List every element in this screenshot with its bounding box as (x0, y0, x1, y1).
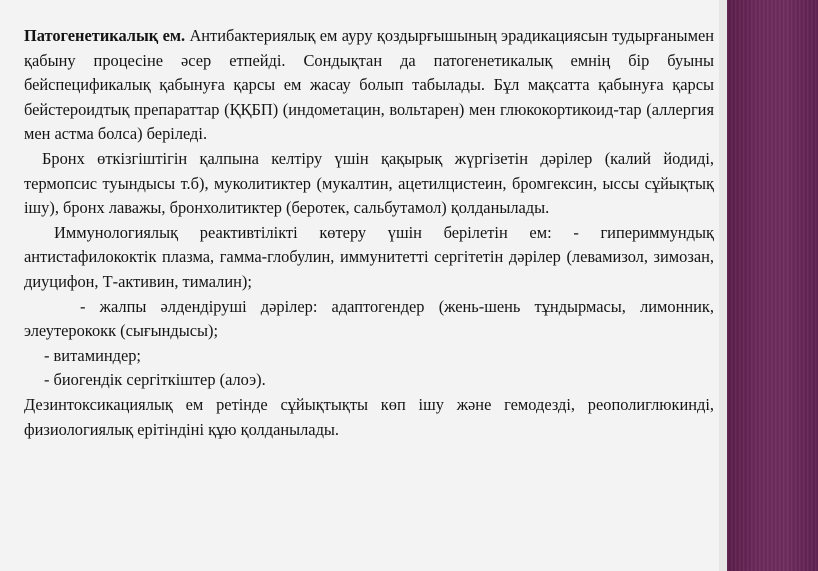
paragraph-detoxification: Дезинтоксикациялық ем ретінде сұйықтықты көп ішу және гемодезді, реополиглюкинді, физиологиялық ерітіндіні құю қолданылады. (24, 394, 714, 439)
sidebar-edge (719, 0, 727, 571)
paragraph-lead-bold: Патогенетикалық ем. (24, 26, 186, 45)
paragraph-pathogenetic-therapy (24, 24, 714, 147)
paragraph-vitamins: - витаминдер; (44, 345, 141, 365)
paragraph-text: Антибактериялық ем ауру қоздырғышының эрадикациясын тудырғанымен қабыну процесіне әсер етпейді. Сондықтан да патогенетикалық емнің бір буыны бейспецификалық қабынуға қарсы ем жасау болып табылады. Бұл мақсатта қабынуға қарсы бейстероидтық препараттар (ҚҚБП) (индометацин, вольтарен) мен глюкокортикоид-тар (аллергия мен астма болса) беріледі. (24, 26, 714, 144)
text-body (24, 24, 714, 442)
paragraph-general-tonics: - жалпы әлдендіруші дәрілер: адаптогендер (жень-шень тұндырмасы, лимонник, элеутерококк (сығындысы); (24, 296, 714, 341)
paragraph-biogenic-stimulants: - биогендік сергіткіштер (алоэ). (44, 370, 266, 390)
paragraph-immunological-reactivity: Иммунологиялық реактивтілікті көтеру үшін берілетін ем: - гипериммундық антистафилококтік плазма, гамма-глобулин, иммунитетті сергітетін дәрілер (левамизол, зимозан, диуцифон, Т-активин, тималин); (24, 222, 714, 291)
paragraph-bronchial-patency: Бронх өткізгіштігін қалпына келтіру үшін қақырық жүргізетін дәрілер (калий йодиді, термопсис туындысы т.б), муколитиктер (мукалтин, ацетилцистеин, бромгексин, ыссы сұйықтық ішу), бронх лаважы, бронхолитиктер (беротек, сальбутамол) қолданылады. (24, 148, 714, 218)
decorative-sidebar (727, 0, 818, 571)
